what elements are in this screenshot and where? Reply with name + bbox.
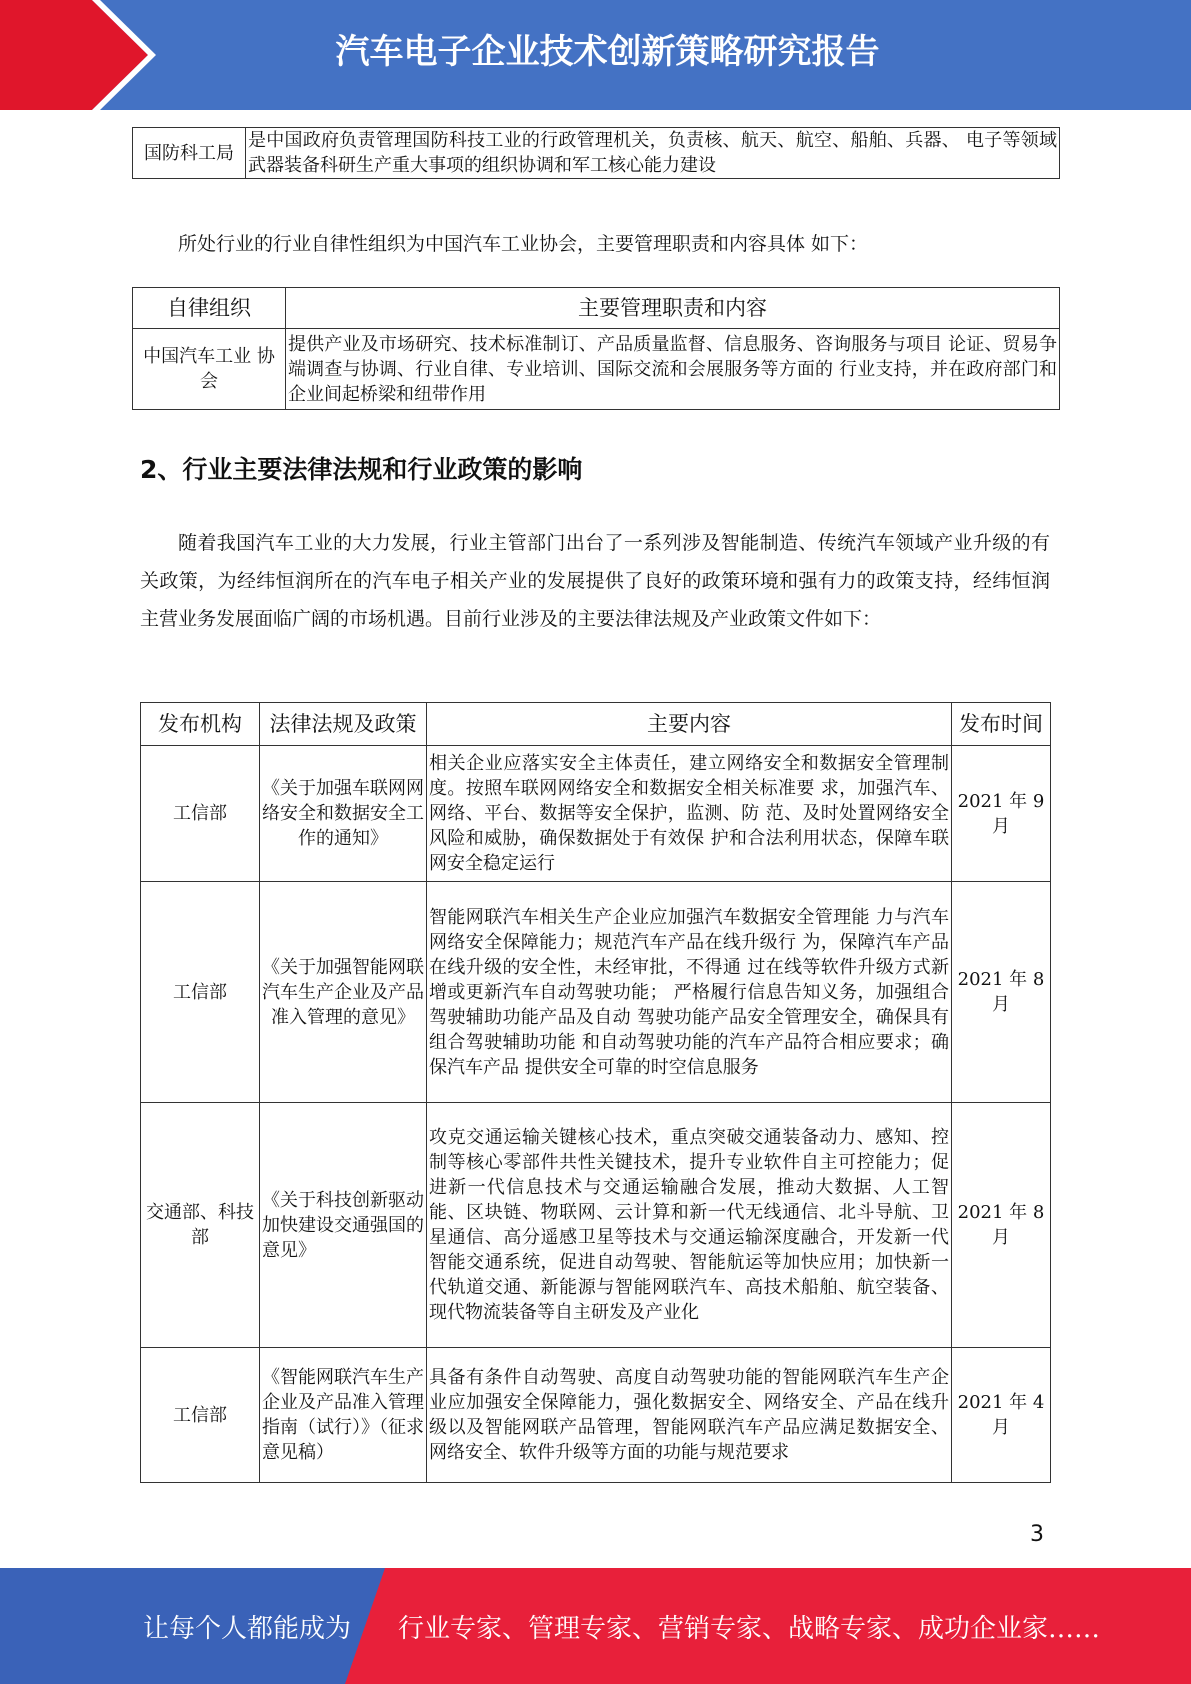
paragraph-policy-intro: 随着我国汽车工业的大力发展，行业主管部门出台了一系列涉及智能制造、传统汽车领域产业升级的有关政策，为经纬恒润所在的汽车电子相关产业的发展提供了良好的政策环境和强有力的政策支持，经纬恒润主营业务发展面临广阔的市场机遇。目前行业涉及的主要法律法规及产业政策文件如下： bbox=[140, 532, 1050, 630]
paragraph-self-regulatory: 所处行业的行业自律性组织为中国汽车工业协会，主要管理职责和内容具体 如下： bbox=[178, 233, 869, 255]
table-cell-org: 国防科工局 bbox=[133, 128, 246, 179]
page-header bbox=[0, 0, 1191, 110]
table-cell-policy: 《关于科技创新驱动加快建设交通强国的意见》 bbox=[260, 1103, 427, 1348]
self-regulatory-table bbox=[132, 287, 1060, 410]
footer-slogan-left: 让每个人都能成为 bbox=[143, 1614, 352, 1644]
table-row bbox=[141, 882, 1051, 1103]
table-cell-content: 攻克交通运输关键核心技术，重点突破交通装备动力、感知、控制等核心零部件共性关键技术，提升专业软件自主可控能力；促进新一代信息技术与交通运输融合发展，推动大数据、人工智能、区块链、物联网、云计算和新一代无线通信、北斗导航、卫星通信、高分遥感卫星等技术与交通运输深度融合，开发新一代智能交通系统，促进自动驾驶、智能航运等加快应用；加快新一代轨道交通、新能源与智能网联汽车、高技术船舶、航空装备、现代物流装备等自主研发及产业化 bbox=[427, 1103, 952, 1348]
table-cell-org: 工信部 bbox=[141, 746, 260, 882]
table-cell-content: 智能网联汽车相关生产企业应加强汽车数据安全管理能 力与汽车网络安全保障能力；规范汽车产品在线升级行 为，保障汽车产品在线升级的安全性，未经审批，不得通 过在线等软件升级方式新增或更新汽车自动驾驶功能； 严格履行信息告知义务，加强组合驾驶辅助功能产品及自动 驾驶功能产品安全管理安全，确保具有组合驾驶辅助功能 和自动驾驶功能的汽车产品符合相应要求；确保汽车产品 提供安全可靠的时空信息服务 bbox=[427, 882, 952, 1103]
page-footer bbox=[0, 1568, 1191, 1684]
table-row bbox=[133, 128, 1060, 179]
table-cell-desc: 是中国政府负责管理国防科技工业的行政管理机关，负责核、航天、航空、船舶、兵器、 电子等领域武器装备科研生产重大事项的组织协调和军工核心能力建设 bbox=[246, 128, 1060, 179]
table-cell-content: 相关企业应落实安全主体责任，建立网络安全和数据安全管理制度。按照车联网网络安全和数据安全相关标准要 求，加强汽车、网络、平台、数据等安全保护，监测、防 范、及时处置网络安全风险和威胁，确保数据处于有效保 护和合法利用状态，保障车联网安全稳定运行 bbox=[427, 746, 952, 882]
table-row bbox=[141, 746, 1051, 882]
table-cell-policy: 《关于加强车联网网络安全和数据安全工作的通知》 bbox=[260, 746, 427, 882]
authority-table bbox=[132, 127, 1060, 179]
table-cell-date: 2021 年 9 月 bbox=[952, 746, 1051, 882]
table-row bbox=[141, 1103, 1051, 1348]
table-cell-policy: 《智能网联汽车生产企业及产品准入管理指南（试行）》（征求意见稿） bbox=[260, 1348, 427, 1483]
table-header-row bbox=[141, 703, 1051, 746]
table-cell-desc: 提供产业及市场研究、技术标准制订、产品质量监督、信息服务、咨询服务与项目 论证、贸易争端调查与协调、行业自律、专业培训、国际交流和会展服务等方面的 行业支持，并在政府部门和企业间起桥梁和纽带作用 bbox=[286, 329, 1060, 410]
footer-slogan-right: 行业专家、管理专家、营销专家、战略专家、成功企业家…… bbox=[398, 1614, 1101, 1644]
table-cell-date: 2021 年 4 月 bbox=[952, 1348, 1051, 1483]
table-cell-content: 具备有条件自动驾驶、高度自动驾驶功能的智能网联汽车生产企业应加强安全保障能力，强化数据安全、网络安全、产品在线升级以及智能网联产品管理，智能网联汽车产品应满足数据安全、网络安全、软件升级等方面的功能与规范要求 bbox=[427, 1348, 952, 1483]
table-header-cell: 发布机构 bbox=[141, 703, 260, 746]
table-cell-policy: 《关于加强智能网联汽车生产企业及产品准入管理的意见》 bbox=[260, 882, 427, 1103]
table-row bbox=[133, 329, 1060, 410]
table-cell-date: 2021 年 8 月 bbox=[952, 882, 1051, 1103]
policy-table bbox=[140, 702, 1051, 1483]
table-cell-org: 工信部 bbox=[141, 1348, 260, 1483]
table-header-cell: 自律组织 bbox=[133, 288, 286, 329]
table-row bbox=[141, 1348, 1051, 1483]
table-header-cell: 主要内容 bbox=[427, 703, 952, 746]
page-number: 3 bbox=[1030, 1522, 1044, 1547]
table-cell-org: 中国汽车工业 协会 bbox=[133, 329, 286, 410]
header-title: 汽车电子企业技术创新策略研究报告 bbox=[335, 32, 880, 72]
table-cell-org: 交通部、科技部 bbox=[141, 1103, 260, 1348]
table-header-cell: 发布时间 bbox=[952, 703, 1051, 746]
section-heading: 2、行业主要法律法规和行业政策的影响 bbox=[140, 455, 583, 484]
table-header-cell: 主要管理职责和内容 bbox=[286, 288, 1060, 329]
table-cell-date: 2021 年 8 月 bbox=[952, 1103, 1051, 1348]
table-header-cell: 法律法规及政策 bbox=[260, 703, 427, 746]
table-header-row bbox=[133, 288, 1060, 329]
table-cell-org: 工信部 bbox=[141, 882, 260, 1103]
